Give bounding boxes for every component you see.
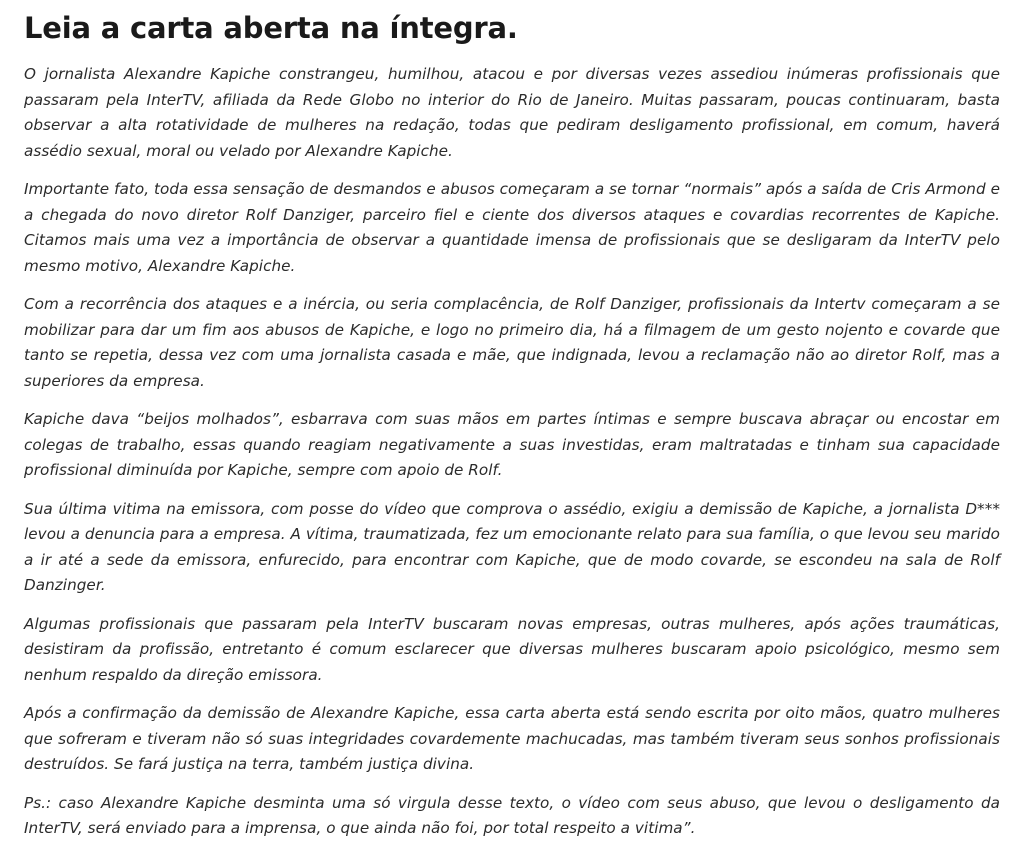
paragraph-4: Kapiche dava “beijos molhados”, esbarrava com suas mãos em partes íntimas e sempre buscava abraçar ou encostar em colegas de trabalho, essas quando reagiam negativamente a suas investidas, eram maltratadas e tinham sua capacidade profissional diminuída por Kapiche, sempre com apoio de Rolf. <box>24 410 1000 479</box>
paragraph-2: Importante fato, toda essa sensação de desmandos e abusos começaram a se tornar “normais” após a saída de Cris Armond e a chegada do novo diretor Rolf Danziger, parceiro fiel e ciente dos diversos ataques e covardias recorrentes de Kapiche. Citamos mais uma vez a importância de observar a quantidade imensa de profissionais que se desligaram da InterTV pelo mesmo motivo, Alexandre Kapiche. <box>24 180 1000 275</box>
paragraph-3: Com a recorrência dos ataques e a inércia, ou seria complacência, de Rolf Danziger, profissionais da Intertv começaram a se mobilizar para dar um fim aos abusos de Kapiche, e logo no primeiro dia, há a filmagem de um gesto nojento e covarde que tanto se repetia, dessa vez com uma jornalista casada e mãe, que indignada, levou a reclamação não ao diretor Rolf, mas a superiores da empresa. <box>24 295 1000 390</box>
paragraph-5: Sua última vitima na emissora, com posse do vídeo que comprova o assédio, exigiu a demissão de Kapiche, a jornalista D*** levou a denuncia para a empresa. A vítima, traumatizada, fez um emocionante relato para sua família, o que levou seu marido a ir até a sede da emissora, enfurecido, para encontrar com Kapiche, que de modo covarde, se escondeu na sala de Rolf Danzinger. <box>24 499 1000 594</box>
paragraph-7: Após a confirmação da demissão de Alexandre Kapiche, essa carta aberta está sendo escrita por oito mãos, quatro mulheres que sofreram e tiveram não só suas integridades covardemente machucadas, mas também tiveram seus sonhos profissionais destruídos. Se fará justiça na terra, também justiça divina. <box>24 704 1000 773</box>
paragraph-6: Algumas profissionais que passaram pela InterTV buscaram novas empresas, outras mulheres, após ações traumáticas, desistiram da profissão, entretanto é comum esclarecer que diversas mulheres buscaram apoio psicológico, mesmo sem nenhum respaldo da direção emissora. <box>24 614 1000 684</box>
article <box>24 8 1000 842</box>
article-title: Leia a carta aberta na íntegra. <box>24 11 518 45</box>
paragraph-1: O jornalista Alexandre Kapiche constrangeu, humilhou, atacou e por diversas vezes assediou inúmeras profissionais que passaram pela InterTV, afiliada da Rede Globo no interior do Rio de Janeiro. Muitas passaram, poucas continuaram, basta observar a alta rotatividade de mulheres na redação, todas que pediram desligamento profissional, em comum, haverá assédio sexual, moral ou velado por Alexandre Kapiche. <box>24 65 1000 160</box>
paragraph-8: Ps.: caso Alexandre Kapiche desminta uma só virgula desse texto, o vídeo com seus abuso, que levou o desligamento da InterTV, será enviado para a imprensa, o que ainda não foi, por total respeito a vitima”. <box>24 793 1000 837</box>
